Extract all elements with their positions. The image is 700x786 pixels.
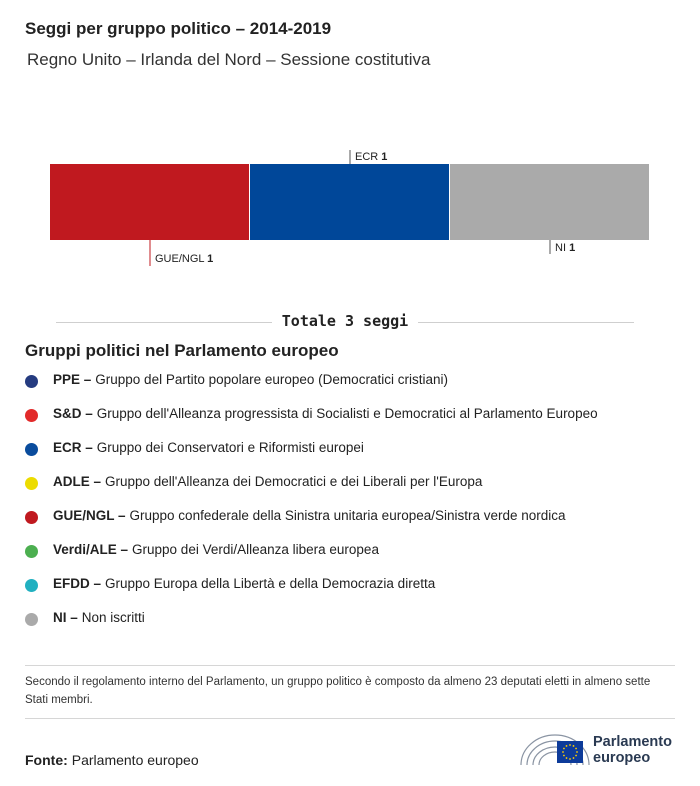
legend-item — [25, 610, 598, 644]
logo-text-line2: europeo — [593, 750, 651, 766]
total-label: Totale 3 seggi — [272, 312, 418, 330]
eu-star-icon — [562, 751, 564, 753]
legend-item — [25, 406, 598, 440]
eu-star-icon — [563, 748, 565, 750]
seat-bar-chart — [0, 140, 700, 280]
bar-label-value: 1 — [207, 253, 214, 265]
bar-label — [155, 253, 213, 265]
eu-star-icon — [566, 757, 568, 759]
chart-subtitle: Regno Unito – Irlanda del Nord – Sessione costitutiva — [27, 50, 431, 69]
legend-color-dot-icon — [25, 579, 38, 592]
total-seats — [56, 312, 634, 334]
legend-abbr: GUE/NGL – — [53, 508, 126, 523]
legend-item — [25, 474, 598, 508]
parliament-hemicycle-icon — [519, 729, 593, 769]
legend-item — [25, 542, 598, 576]
legend-color-dot-icon — [25, 477, 38, 490]
legend-item — [25, 576, 598, 610]
legend-color-dot-icon — [25, 409, 38, 422]
legend-name: Non iscritti — [81, 610, 145, 625]
divider — [25, 665, 675, 666]
legend-name: Gruppo del Partito popolare europeo (Democratici cristiani) — [95, 372, 448, 387]
eu-star-icon — [576, 751, 578, 753]
legend-name: Gruppo dell'Alleanza progressista di Socialisti e Democratici al Parlamento Europeo — [96, 406, 598, 421]
legend-abbr: ECR – — [53, 440, 93, 455]
eu-star-icon — [573, 757, 575, 759]
eu-star-icon — [575, 748, 577, 750]
legend-name: Gruppo dei Conservatori e Riformisti europei — [96, 440, 364, 455]
source-label: Fonte: — [25, 752, 68, 768]
eu-star-icon — [563, 755, 565, 757]
legend-item — [25, 372, 598, 406]
legend-abbr: S&D – — [53, 406, 93, 421]
legend-item — [25, 508, 598, 542]
legend-name: Gruppo confederale della Sinistra unitaria europea/Sinistra verde nordica — [129, 508, 566, 523]
chart-title: Seggi per gruppo politico – 2014-2019 — [25, 19, 332, 38]
legend-abbr: PPE – — [53, 372, 92, 387]
legend-color-dot-icon — [25, 443, 38, 456]
eu-star-icon — [566, 745, 568, 747]
bar-label — [355, 151, 387, 163]
bar-segment — [450, 164, 649, 240]
bar-label-category: ECR — [355, 151, 382, 163]
source-value: Parlamento europeo — [71, 752, 199, 768]
legend-item — [25, 440, 598, 474]
legend-title: Gruppi politici nel Parlamento europeo — [25, 341, 339, 360]
eu-star-icon — [575, 755, 577, 757]
eu-star-icon — [569, 758, 571, 760]
parliament-logo — [519, 729, 679, 769]
bar-label-category: GUE/NGL — [155, 253, 208, 265]
legend-abbr: EFDD – — [53, 576, 102, 591]
eu-star-icon — [573, 745, 575, 747]
eu-star-icon — [569, 744, 571, 746]
bar-label-category: NI — [555, 242, 570, 254]
footnote: Secondo il regolamento interno del Parlamento, un gruppo politico è composto da almeno 23 deputati eletti in almeno sette Stati membri. — [25, 676, 651, 706]
logo-text-line1: Parlamento — [593, 734, 672, 750]
legend-name: Gruppo dell'Alleanza dei Democratici e dei Liberali per l'Europa — [105, 474, 483, 489]
bar-segment — [250, 164, 449, 240]
legend-color-dot-icon — [25, 613, 38, 626]
legend-abbr: NI – — [53, 610, 78, 625]
divider — [25, 718, 675, 719]
legend-color-dot-icon — [25, 545, 38, 558]
bar-label — [555, 242, 575, 254]
legend — [25, 372, 598, 644]
source — [25, 752, 199, 768]
legend-abbr: ADLE – — [53, 474, 102, 489]
legend-color-dot-icon — [25, 375, 38, 388]
bar-label-value: 1 — [569, 242, 576, 254]
legend-color-dot-icon — [25, 511, 38, 524]
bar-label-value: 1 — [381, 151, 388, 163]
legend-name: Gruppo dei Verdi/Alleanza libera europea — [132, 542, 379, 557]
legend-abbr: Verdi/ALE – — [53, 542, 129, 557]
legend-name: Gruppo Europa della Libertà e della Democrazia diretta — [105, 576, 436, 591]
bar-segment — [50, 164, 249, 240]
